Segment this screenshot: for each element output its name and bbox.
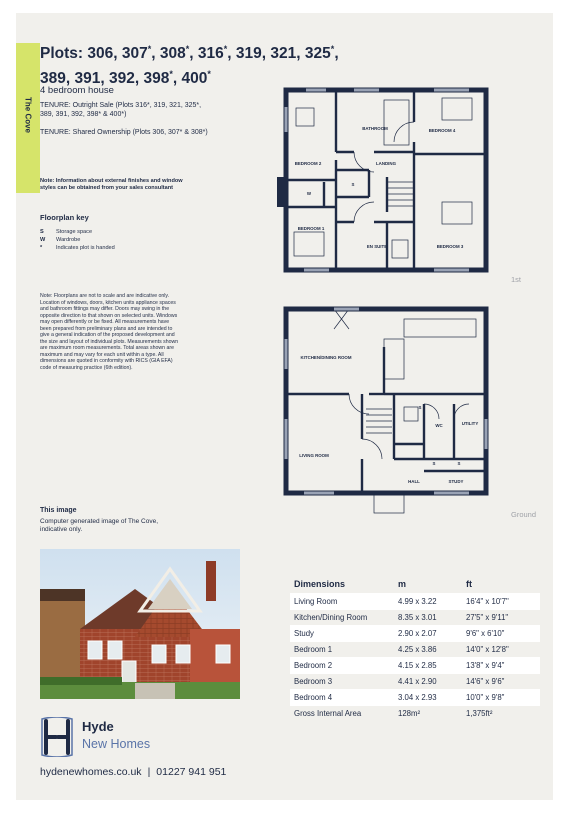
phone-number[interactable]: 01227 941 951 bbox=[156, 766, 227, 778]
website-link[interactable]: hydenewhomes.co.uk bbox=[40, 766, 142, 778]
key-text: Indicates plot is handed bbox=[56, 245, 115, 251]
dimension-room: Gross Internal Area bbox=[290, 706, 394, 722]
plot-number: 306 bbox=[87, 45, 114, 63]
dimensions-row bbox=[290, 690, 540, 706]
dimension-metres: 4.15 x 2.85 bbox=[394, 658, 462, 674]
plot-number: 308 bbox=[159, 45, 186, 63]
brand-name: Hyde bbox=[82, 719, 114, 734]
room-label-bedroom-1: BEDROOM 1 bbox=[297, 226, 325, 231]
dimension-room: Kitchen/Dining Room bbox=[290, 610, 394, 626]
dimension-feet: 9'6" x 6'10" bbox=[462, 626, 540, 642]
dimension-room: Bedroom 2 bbox=[290, 658, 394, 674]
room-label-wc: WC bbox=[435, 423, 443, 428]
house-cgi-image bbox=[40, 549, 240, 699]
contact-line bbox=[40, 766, 226, 778]
plot-separator: , bbox=[296, 45, 305, 63]
house-type-subtitle: 4 bedroom house bbox=[40, 85, 114, 96]
dimensions-row bbox=[290, 594, 540, 610]
brand-subtitle: New Homes bbox=[82, 737, 151, 751]
first-floor-plan bbox=[274, 82, 494, 282]
plot-separator: , bbox=[189, 45, 198, 63]
plot-separator: , bbox=[334, 45, 339, 63]
dimension-metres: 4.25 x 3.86 bbox=[394, 642, 462, 658]
plot-separator: , bbox=[261, 45, 271, 63]
hyde-logo bbox=[40, 713, 180, 761]
room-label-en-suite: EN SUITE bbox=[366, 244, 388, 249]
dimension-metres: 8.35 x 3.01 bbox=[394, 610, 462, 626]
key-text: Wardrobe bbox=[56, 237, 81, 243]
room-label-wardrobe: W bbox=[306, 191, 312, 196]
dimensions-header-row bbox=[290, 578, 540, 594]
plot-number: 325 bbox=[304, 45, 331, 63]
key-item-handed bbox=[40, 244, 115, 252]
dimension-metres: 4.41 x 2.90 bbox=[394, 674, 462, 690]
dimension-room: Bedroom 3 bbox=[290, 674, 394, 690]
this-image-heading: This image bbox=[40, 507, 77, 514]
handed-marker: * bbox=[169, 69, 173, 80]
dimensions-row-total bbox=[290, 706, 540, 722]
plot-separator: , bbox=[172, 70, 182, 88]
plot-separator: , bbox=[65, 70, 75, 88]
dimension-feet: 16'4" x 10'7" bbox=[462, 594, 540, 610]
plot-number: 316 bbox=[197, 45, 224, 63]
house-type-tab bbox=[16, 43, 40, 193]
dimensions-row bbox=[290, 610, 540, 626]
note-external-finishes: Note: Information about external finishes and window styles can be obtained from your sales consultant bbox=[40, 178, 183, 191]
plot-number: 307 bbox=[121, 45, 148, 63]
dimension-feet: 14'6" x 9'6" bbox=[462, 674, 540, 690]
handed-marker: * bbox=[147, 44, 152, 54]
dimensions-header-m: m bbox=[398, 579, 407, 589]
room-label-bedroom-2: BEDROOM 2 bbox=[294, 161, 322, 166]
tenure-shared: TENURE: Shared Ownership (Plots 306, 307* & 308*) bbox=[40, 129, 208, 136]
plot-separator: , bbox=[100, 70, 109, 88]
dimension-feet: 10'0" x 9'8" bbox=[462, 690, 540, 706]
house-type-tab-label: The Cove bbox=[23, 96, 33, 134]
plots-title-lead: Plots: bbox=[40, 45, 88, 63]
floor-label-ground: Ground bbox=[511, 510, 537, 519]
room-label-bedroom-3: BEDROOM 3 bbox=[436, 244, 464, 249]
key-symbol: * bbox=[40, 245, 43, 251]
plot-number: 398 bbox=[143, 70, 170, 88]
handed-marker: * bbox=[185, 44, 190, 54]
dimension-room: Study bbox=[290, 626, 394, 642]
room-label-living-room: LIVING ROOM bbox=[299, 453, 329, 458]
hyde-mark-icon bbox=[40, 717, 74, 757]
floor-label-first: 1st bbox=[511, 275, 522, 284]
dimension-metres: 3.04 x 2.93 bbox=[394, 690, 462, 706]
brochure-page bbox=[16, 13, 553, 800]
plot-number: 321 bbox=[270, 45, 297, 63]
dimensions-header-ft: ft bbox=[466, 579, 472, 589]
plot-separator: , bbox=[151, 45, 160, 63]
plot-number: 389 bbox=[40, 70, 66, 88]
dimensions-row bbox=[290, 658, 540, 674]
room-label-landing: LANDING bbox=[375, 161, 397, 166]
contact-separator: | bbox=[147, 766, 151, 778]
room-label-bathroom: BATHROOM bbox=[362, 126, 388, 131]
dimension-metres: 128m² bbox=[394, 706, 462, 722]
room-label-storage-1: S bbox=[418, 405, 422, 410]
dimension-room: Bedroom 4 bbox=[290, 690, 394, 706]
dimension-feet: 1,375ft² bbox=[462, 706, 540, 722]
plot-number: 392 bbox=[109, 70, 135, 88]
plot-separator: , bbox=[113, 45, 122, 63]
room-label-storage-3: S bbox=[457, 461, 461, 466]
handed-marker: * bbox=[207, 69, 211, 80]
this-image-caption: Computer generated image of The Cove, indicative only. bbox=[40, 518, 159, 533]
dimension-metres: 2.90 x 2.07 bbox=[394, 626, 462, 642]
room-label-bedroom-4: BEDROOM 4 bbox=[428, 128, 456, 133]
room-label-study: STUDY bbox=[448, 479, 464, 484]
dimension-feet: 14'0" x 12'8" bbox=[462, 642, 540, 658]
floorplan-key-heading: Floorplan key bbox=[40, 213, 89, 222]
ground-floor-plan bbox=[274, 299, 494, 513]
plot-number: 400 bbox=[181, 70, 208, 88]
room-label-storage: S bbox=[351, 182, 355, 187]
floorplan-key-list bbox=[40, 228, 115, 252]
dimensions-row bbox=[290, 674, 540, 690]
dimensions-table bbox=[290, 578, 540, 721]
handed-marker: * bbox=[330, 44, 335, 54]
dimension-room: Living Room bbox=[290, 594, 394, 610]
key-item-wardrobe bbox=[40, 236, 115, 244]
dimensions-header-room: Dimensions bbox=[294, 579, 346, 589]
room-label-storage-2: S bbox=[432, 461, 436, 466]
dimension-feet: 27'5" x 9'11" bbox=[462, 610, 540, 626]
handed-marker: * bbox=[223, 44, 228, 54]
dimensions-row bbox=[290, 626, 540, 642]
key-text: Storage space bbox=[56, 229, 93, 235]
room-label-kitchen-dining: KITCHEN/DINING ROOM bbox=[300, 355, 352, 360]
room-label-utility: UTILITY bbox=[461, 421, 479, 426]
dimension-feet: 13'8" x 9'4" bbox=[462, 658, 540, 674]
key-symbol: W bbox=[40, 237, 46, 243]
key-item-storage bbox=[40, 228, 115, 236]
plot-number: 319 bbox=[235, 45, 262, 63]
dimension-room: Bedroom 1 bbox=[290, 642, 394, 658]
dimensions-row bbox=[290, 642, 540, 658]
plot-number: 391 bbox=[74, 70, 101, 88]
plot-separator: , bbox=[227, 45, 236, 63]
key-symbol: S bbox=[40, 229, 44, 235]
note-floorplans-disclaimer: Note: Floorplans are not to scale and are indicative only. Location of windows, doors, kitchen units appliance spaces and bathroom fittings may differ. Doors may swing in the opposite direction to that shown on selected units. Windows may open differently or be fixed. All measurements have been prepared from preliminary plans and are intended to give a general indication of the proposed development and the size and layout of individual plots. Measurements shown are maximum room measurements. Total areas shown are maximum and may vary for each unit within a type. All dimensions are quoted in conformity with RICS (GIA EFA) code of measuring practice (6th edition). bbox=[40, 293, 179, 371]
tenure-outright: TENURE: Outright Sale (Plots 316*, 319, 321, 325*, 389, 391, 392, 398* & 400*) bbox=[40, 102, 202, 118]
room-label-hall: HALL bbox=[408, 479, 420, 484]
plot-separator: , bbox=[134, 70, 144, 88]
dimension-metres: 4.99 x 3.22 bbox=[394, 594, 462, 610]
